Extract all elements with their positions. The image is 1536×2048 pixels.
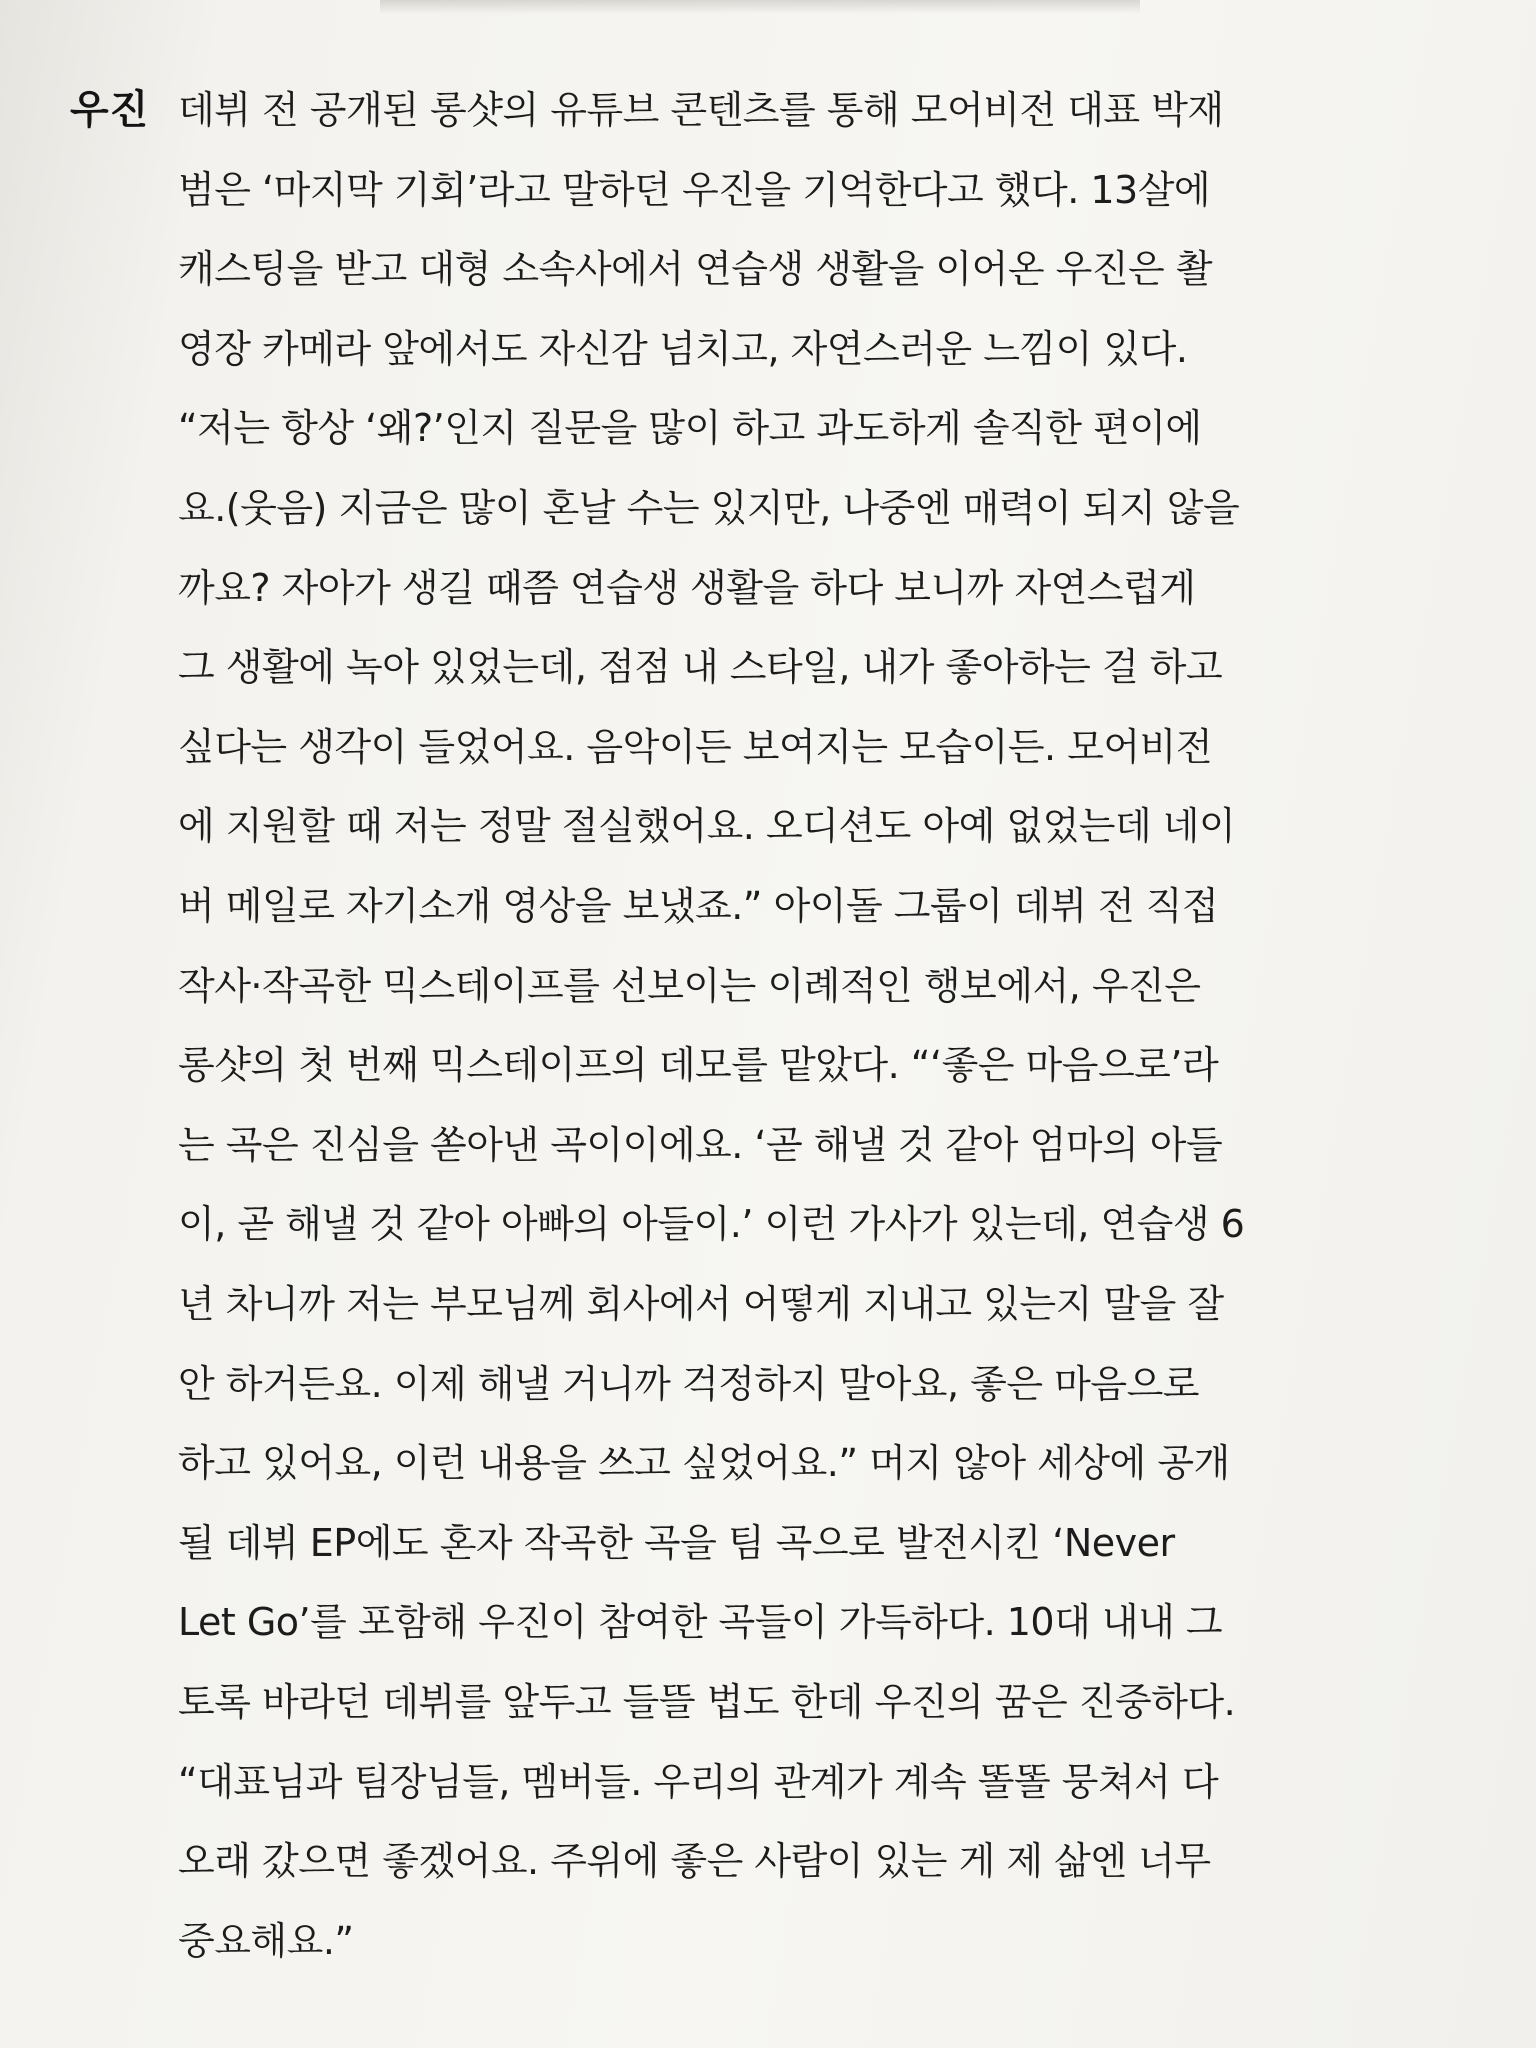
speaker-name: 우진	[70, 87, 150, 133]
text-line: 롱샷의 첫 번째 믹스테이프의 데모를 맡았다. “‘좋은 마음으로’라	[178, 1043, 1219, 1087]
text-line: “대표님과 팀장님들, 멤버들. 우리의 관계가 계속 똘똘 뭉쳐서 다	[178, 1760, 1219, 1804]
top-image-edge	[380, 0, 1140, 14]
text-line: 는 곡은 진심을 쏟아낸 곡이이에요. ‘곧 해낼 것 같아 엄마의 아들	[178, 1123, 1223, 1167]
text-line: 하고 있어요, 이런 내용을 쓰고 싶었어요.” 머지 않아 세상에 공개	[178, 1441, 1230, 1485]
text-line: 년 차니까 저는 부모님께 회사에서 어떻게 지내고 있는지 말을 잘	[178, 1282, 1224, 1326]
text-line: 중요해요.”	[178, 1919, 354, 1963]
text-line: 요.(웃음) 지금은 많이 혼날 수는 있지만, 나중엔 매력이 되지 않을	[178, 486, 1240, 530]
text-line: 까요? 자아가 생길 때쯤 연습생 생활을 하다 보니까 자연스럽게	[178, 566, 1196, 610]
text-line: 범은 ‘마지막 기회’라고 말하던 우진을 기억한다고 했다. 13살에	[178, 168, 1211, 212]
text-line: 싶다는 생각이 들었어요. 음악이든 보여지는 모습이든. 모어비전	[178, 725, 1213, 769]
text-line: 이, 곧 해낼 것 같아 아빠의 아들이.’ 이런 가사가 있는데, 연습생 6	[178, 1202, 1245, 1246]
text-line: 영장 카메라 앞에서도 자신감 넘치고, 자연스러운 느낌이 있다.	[178, 327, 1188, 371]
text-line: 에 지원할 때 저는 정말 절실했어요. 오디션도 아예 없었는데 네이	[178, 804, 1236, 848]
text-line: 그 생활에 녹아 있었는데, 점점 내 스타일, 내가 좋아하는 걸 하고	[178, 645, 1223, 689]
text-line: “저는 항상 ‘왜?’인지 질문을 많이 하고 과도하게 솔직한 편이에	[178, 406, 1202, 450]
text-line: Let Go’를 포함해 우진이 참여한 곡들이 가득하다. 10대 내내 그	[178, 1600, 1223, 1644]
text-line: 안 하거든요. 이제 해낼 거니까 걱정하지 말아요, 좋은 마음으로	[178, 1362, 1199, 1406]
text-line: 캐스팅을 받고 대형 소속사에서 연습생 생활을 이어온 우진은 촬	[178, 247, 1213, 291]
text-line: 될 데뷔 EP에도 혼자 작곡한 곡을 팀 곡으로 발전시킨 ‘Never	[178, 1521, 1175, 1565]
text-line: 버 메일로 자기소개 영상을 보냈죠.” 아이돌 그룹이 데뷔 전 직접	[178, 884, 1219, 928]
text-line: 토록 바라던 데뷔를 앞두고 들뜰 법도 한데 우진의 꿈은 진중하다.	[178, 1680, 1236, 1724]
text-line: 데뷔 전 공개된 롱샷의 유튜브 콘텐츠를 통해 모어비전 대표 박재	[178, 88, 1224, 132]
text-line: 오래 갔으면 좋겠어요. 주위에 좋은 사람이 있는 게 제 삶엔 너무	[178, 1839, 1211, 1883]
text-line: 작사·작곡한 믹스테이프를 선보이는 이례적인 행보에서, 우진은	[178, 964, 1201, 1008]
